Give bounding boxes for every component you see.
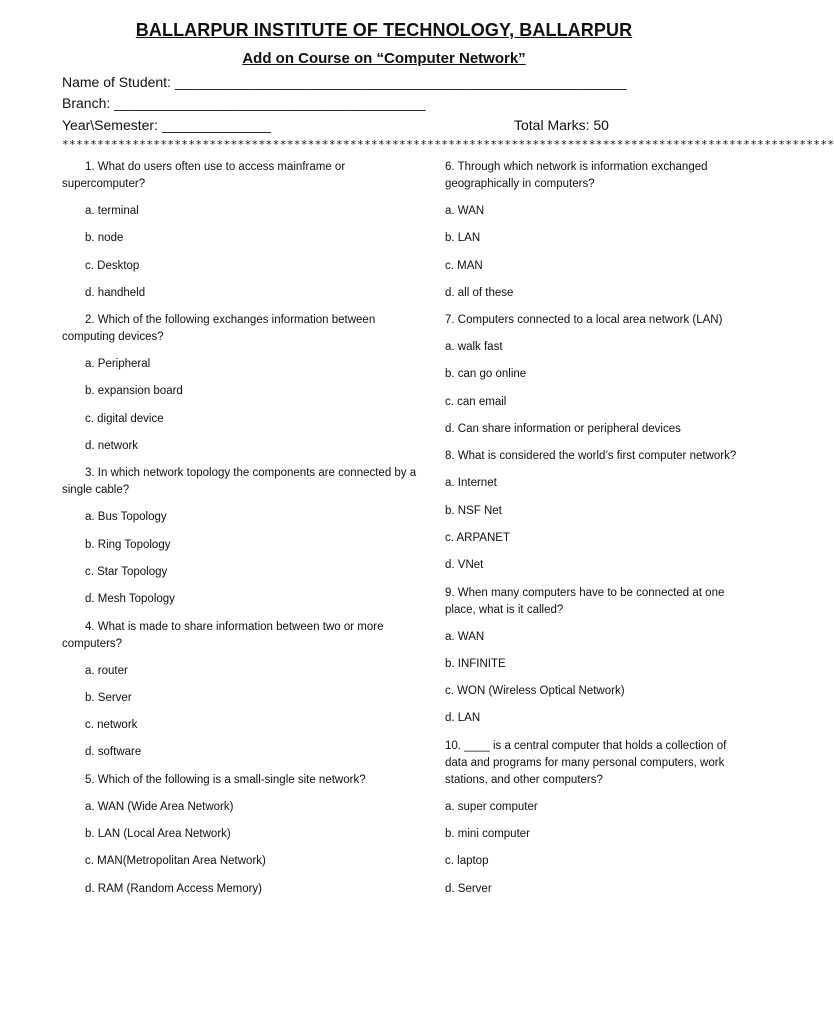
question-text: 9. When many computers have to be connected at one place, what is it called? xyxy=(445,586,725,616)
option: c. digital device xyxy=(85,412,164,425)
left-column xyxy=(62,159,422,908)
option: a. WAN (Wide Area Network) xyxy=(85,800,234,813)
option: d. Can share information or peripheral devices xyxy=(445,423,681,436)
question-text: 3. In which network topology the components are connected by a single cable? xyxy=(62,467,417,497)
option: b. INFINITE xyxy=(445,657,506,670)
right-column xyxy=(445,159,745,908)
question-text: 6. Through which network is information exchanged geographically in computers? xyxy=(445,161,708,190)
option: d. network xyxy=(85,440,139,453)
option: c. Star Topology xyxy=(85,565,168,578)
question-block-10 xyxy=(445,738,745,898)
option: d. software xyxy=(85,746,142,759)
option: c. laptop xyxy=(445,855,489,868)
option: b. Server xyxy=(85,691,132,704)
question-block-8 xyxy=(445,448,745,574)
option: a. super computer xyxy=(445,800,538,813)
question-text: 7. Computers connected to a local area network (LAN) xyxy=(445,314,723,327)
option: b. NSF Net xyxy=(445,504,502,517)
option: c. can email xyxy=(445,395,507,408)
question-text: 10. ____ is a central computer that holds a collection of data and programs for many personal computers, work stations, and other computers? xyxy=(445,739,727,786)
option: c. MAN(Metropolitan Area Network) xyxy=(85,855,266,868)
question-block-2 xyxy=(62,312,422,455)
option: b. expansion board xyxy=(85,385,183,398)
question-block-4 xyxy=(62,619,422,762)
total-marks: Total Marks: 50 xyxy=(514,117,609,133)
question-block-3 xyxy=(62,465,422,608)
option: b. Ring Topology xyxy=(85,538,171,551)
option: d. LAN xyxy=(445,712,481,725)
question-block-9 xyxy=(445,585,745,728)
course-subtitle: Add on Course on “Computer Network” xyxy=(242,50,526,67)
question-block-7 xyxy=(445,312,745,438)
option: a. router xyxy=(85,664,128,677)
question-block-1 xyxy=(62,159,422,302)
option: d. RAM (Random Access Memory) xyxy=(85,882,263,895)
option: c. ARPANET xyxy=(445,531,510,544)
year-semester-field: Year\Semester: ______________ xyxy=(62,117,271,133)
option: b. can go online xyxy=(445,368,527,381)
option: d. VNet xyxy=(445,559,484,572)
option: d. all of these xyxy=(445,286,514,299)
option: a. WAN xyxy=(445,630,485,643)
option: c. Desktop xyxy=(85,259,140,272)
question-text: 8. What is considered the world’s first computer network? xyxy=(445,450,737,463)
question-block-6 xyxy=(445,159,745,302)
option: b. LAN xyxy=(445,232,481,245)
question-block-5 xyxy=(62,772,422,898)
question-text: 2. Which of the following exchanges information between computing devices? xyxy=(62,314,376,344)
option: a. Bus Topology xyxy=(85,511,167,524)
option: c. MAN xyxy=(445,259,483,272)
student-name-field: Name of Student: __________________________________________________________ xyxy=(62,74,627,90)
option: c. WON (Wireless Optical Network) xyxy=(445,685,625,698)
option: a. Internet xyxy=(445,477,497,490)
option: c. network xyxy=(85,719,138,732)
option: a. Peripheral xyxy=(85,358,151,371)
option: b. node xyxy=(85,232,124,245)
option: d. handheld xyxy=(85,286,146,299)
question-text: 5. Which of the following is a small-single site network? xyxy=(85,773,366,786)
institute-title: BALLARPUR INSTITUTE OF TECHNOLOGY, BALLARPUR xyxy=(135,20,633,40)
separator-line: ************************************************************************************************************** xyxy=(62,138,834,151)
option: a. walk fast xyxy=(445,341,503,354)
option: b. LAN (Local Area Network) xyxy=(85,828,231,841)
option: d. Mesh Topology xyxy=(85,593,175,606)
question-text: 1. What do users often use to access mainframe or supercomputer? xyxy=(62,161,346,190)
option: b. mini computer xyxy=(445,828,531,841)
branch-field: Branch: ________________________________________ xyxy=(62,95,426,111)
option: a. terminal xyxy=(85,205,139,217)
option: a. WAN xyxy=(445,205,485,217)
option: d. Server xyxy=(445,882,492,895)
question-text: 4. What is made to share information between two or more computers? xyxy=(62,620,384,650)
